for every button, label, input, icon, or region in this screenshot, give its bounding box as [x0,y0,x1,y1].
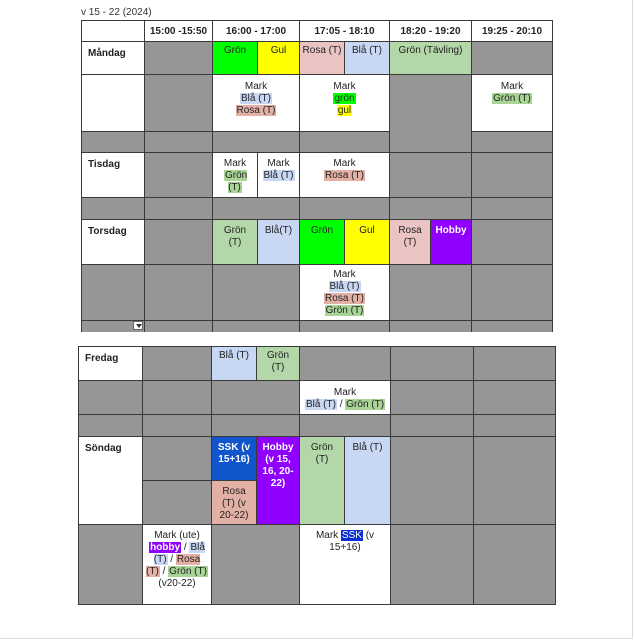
cell-mandag-mark-1[interactable] [212,74,300,132]
day-fredag[interactable]: Fredag [78,346,143,381]
cell-mandag-bla[interactable]: Blå (T) [344,41,390,75]
cell-empty[interactable] [78,414,143,437]
cell-empty[interactable] [78,380,143,415]
cell-sondag-ssk[interactable] [211,436,257,481]
cell-label: Grön (T) [310,442,334,465]
gul-tag: gul [337,105,352,116]
cell-sondag-rosa[interactable] [211,480,257,525]
cell-empty[interactable] [144,320,213,332]
cell-mandag-rosa[interactable]: Rosa (T) [299,41,345,75]
cell-empty[interactable] [471,219,553,265]
rosa-tag: Rosa (T) [325,293,364,304]
cell-mandag-gron-tavling[interactable]: Grön (Tävling) [389,41,472,75]
separator: / [159,566,169,577]
cell-torsdag-mark[interactable] [299,264,390,321]
cell-empty[interactable] [299,320,390,332]
cell-empty[interactable] [211,380,300,415]
cell-empty[interactable] [390,380,474,415]
cell-empty[interactable] [81,264,145,321]
mark-ute-text [146,530,208,590]
header-1500[interactable]: 15:00 -15:50 [144,20,213,42]
mark-label: Mark [333,158,356,169]
bla-tag: Blå (T) [329,281,360,292]
mark-label: Mark [244,81,268,92]
cell-empty[interactable] [390,346,474,381]
gron-tag: Grön (T) [493,93,531,104]
cell-sondag-mark-ssk[interactable] [299,524,391,605]
mark-ssk-text [310,530,380,554]
cell-label: Rosa (T) (v 20-22) [219,486,249,521]
gron-tag: grön [334,93,355,104]
cell-sondag-hobby[interactable] [256,436,300,525]
cell-sondag-bla[interactable]: Blå (T) [344,436,391,525]
bla-tag: Blå (T) [263,170,294,181]
cell-empty[interactable] [389,320,472,332]
bla-tag: Blå (T) [305,399,336,410]
gron-tag: Grön (T) [169,566,207,577]
cell-empty[interactable] [390,414,474,437]
cell-empty[interactable] [473,346,556,381]
day-mandag[interactable]: Måndag [81,41,145,75]
week-label: v 15 - 22 (2024) [81,7,152,18]
weeks-label: (v 15+16) [329,530,375,553]
cell-sondag-mark-ute[interactable] [142,524,212,605]
day-torsdag[interactable]: Torsdag [81,219,145,265]
header-1705[interactable]: 17:05 - 18:10 [299,20,390,42]
mark-label: Mark (ute) [154,530,200,541]
cell-torsdag-rosa-t[interactable] [389,219,431,265]
cell-empty[interactable] [144,219,213,265]
cell-empty[interactable] [212,264,300,321]
cell-empty[interactable] [144,131,213,153]
separator: / [336,399,346,410]
rosa-tag: Rosa (T) [325,170,364,181]
cell-empty[interactable] [471,152,553,198]
cell-empty[interactable] [299,414,391,437]
header-1925[interactable]: 19:25 - 20:10 [471,20,553,42]
cell-empty[interactable] [299,197,390,220]
bla-tag: Blå (T) [153,542,205,565]
cell-empty[interactable] [211,414,300,437]
cell-torsdag-gul[interactable]: Gul [344,219,390,265]
day-tisdag[interactable]: Tisdag [81,152,145,198]
cell-empty[interactable] [144,264,213,321]
cell-empty[interactable] [81,74,145,132]
cell-tisdag-mark-gron[interactable] [212,152,258,198]
ssk-tag: SSK [341,530,362,541]
cell-empty[interactable] [299,346,391,381]
cell-label: Hobby (v 15, 16, 20-22) [262,442,294,489]
mark-label: Mark [223,158,247,169]
dropdown-arrow-icon[interactable] [133,321,143,330]
cell-mandag-gul[interactable]: Gul [257,41,300,75]
cell-empty[interactable] [144,152,213,198]
cell-label: Rosa (T) [398,225,422,248]
cell-label: Grön (T) [266,350,290,373]
cell-empty[interactable] [142,436,212,481]
cell-sondag-gron[interactable] [299,436,345,525]
cell-empty[interactable] [144,197,213,220]
cell-empty[interactable] [142,414,212,437]
separator: / [181,542,190,553]
cell-empty[interactable] [389,152,472,198]
mark-label: Mark [267,158,290,169]
cell-empty[interactable] [211,524,300,605]
header-1820[interactable]: 18:20 - 19:20 [389,20,472,42]
cell-empty[interactable] [212,197,300,220]
cell-empty[interactable] [473,380,556,415]
mark-label: Mark [333,81,356,92]
cell-empty[interactable] [142,380,212,415]
cell-empty[interactable] [473,414,556,437]
cell-empty[interactable] [390,436,474,525]
cell-empty[interactable] [212,131,300,153]
gron-tag: Grön (T) [346,399,385,410]
mark-label: Mark [500,81,524,92]
cell-empty[interactable] [471,197,553,220]
cell-empty[interactable] [471,264,553,321]
gron-tag: Grön (T) [325,305,364,316]
cell-fredag-bla[interactable]: Blå (T) [211,346,257,381]
bla-tag: Blå (T) [241,93,271,104]
header-1600[interactable]: 16:00 - 17:00 [212,20,300,42]
cell-empty[interactable] [389,264,472,321]
rosa-tag: Rosa (T) [236,105,276,116]
cell-mandag-gron[interactable]: Grön [212,41,258,75]
cell-empty[interactable] [471,41,553,75]
mark-label: Mark [315,530,341,541]
cell-label: SSK (v 15+16) [217,442,251,465]
cell-empty[interactable] [81,197,145,220]
cell-tisdag-mark-rosa[interactable] [299,152,390,198]
cell-mandag-mark-3[interactable] [471,74,553,132]
cell-empty[interactable] [212,320,300,332]
rosa-tag: Rosa (T) [146,554,201,577]
cell-empty[interactable] [144,74,213,132]
cell-fredag-mark[interactable] [299,380,391,415]
cell-mandag-mark-2[interactable] [299,74,390,132]
cell-fredag-gron[interactable] [256,346,300,381]
cell-empty[interactable] [471,131,553,153]
cell-empty[interactable] [389,197,472,220]
cell-empty[interactable] [389,74,472,153]
mark-label: Mark [333,387,357,398]
cell-empty[interactable] [390,524,474,605]
weeks-label: (v20-22) [158,578,196,589]
cell-torsdag-gron[interactable]: Grön [299,219,345,265]
gron-tag: Grön (T) [225,170,248,193]
cell-empty[interactable] [144,41,213,75]
cell-empty[interactable] [473,436,556,525]
hobby-tag: hobby [150,542,181,553]
cell-torsdag-hobby[interactable]: Hobby [430,219,472,265]
cell-tisdag-mark-bla[interactable] [257,152,300,198]
separator: / [167,554,176,565]
cell-label: Grön (T) [223,225,247,248]
cell-empty[interactable] [473,524,556,605]
cell-empty[interactable] [471,320,553,332]
cell-empty[interactable] [299,131,390,153]
cell-torsdag-bla-t[interactable]: Blå(T) [257,219,300,265]
cell-empty[interactable] [78,524,143,605]
day-sondag[interactable]: Söndag [78,436,143,525]
cell-empty[interactable] [81,131,145,153]
header-corner[interactable] [81,20,145,42]
cell-torsdag-gron-t[interactable] [212,219,258,265]
cell-empty[interactable] [142,346,212,381]
mark-label: Mark [333,269,356,280]
cell-empty[interactable] [142,480,212,525]
